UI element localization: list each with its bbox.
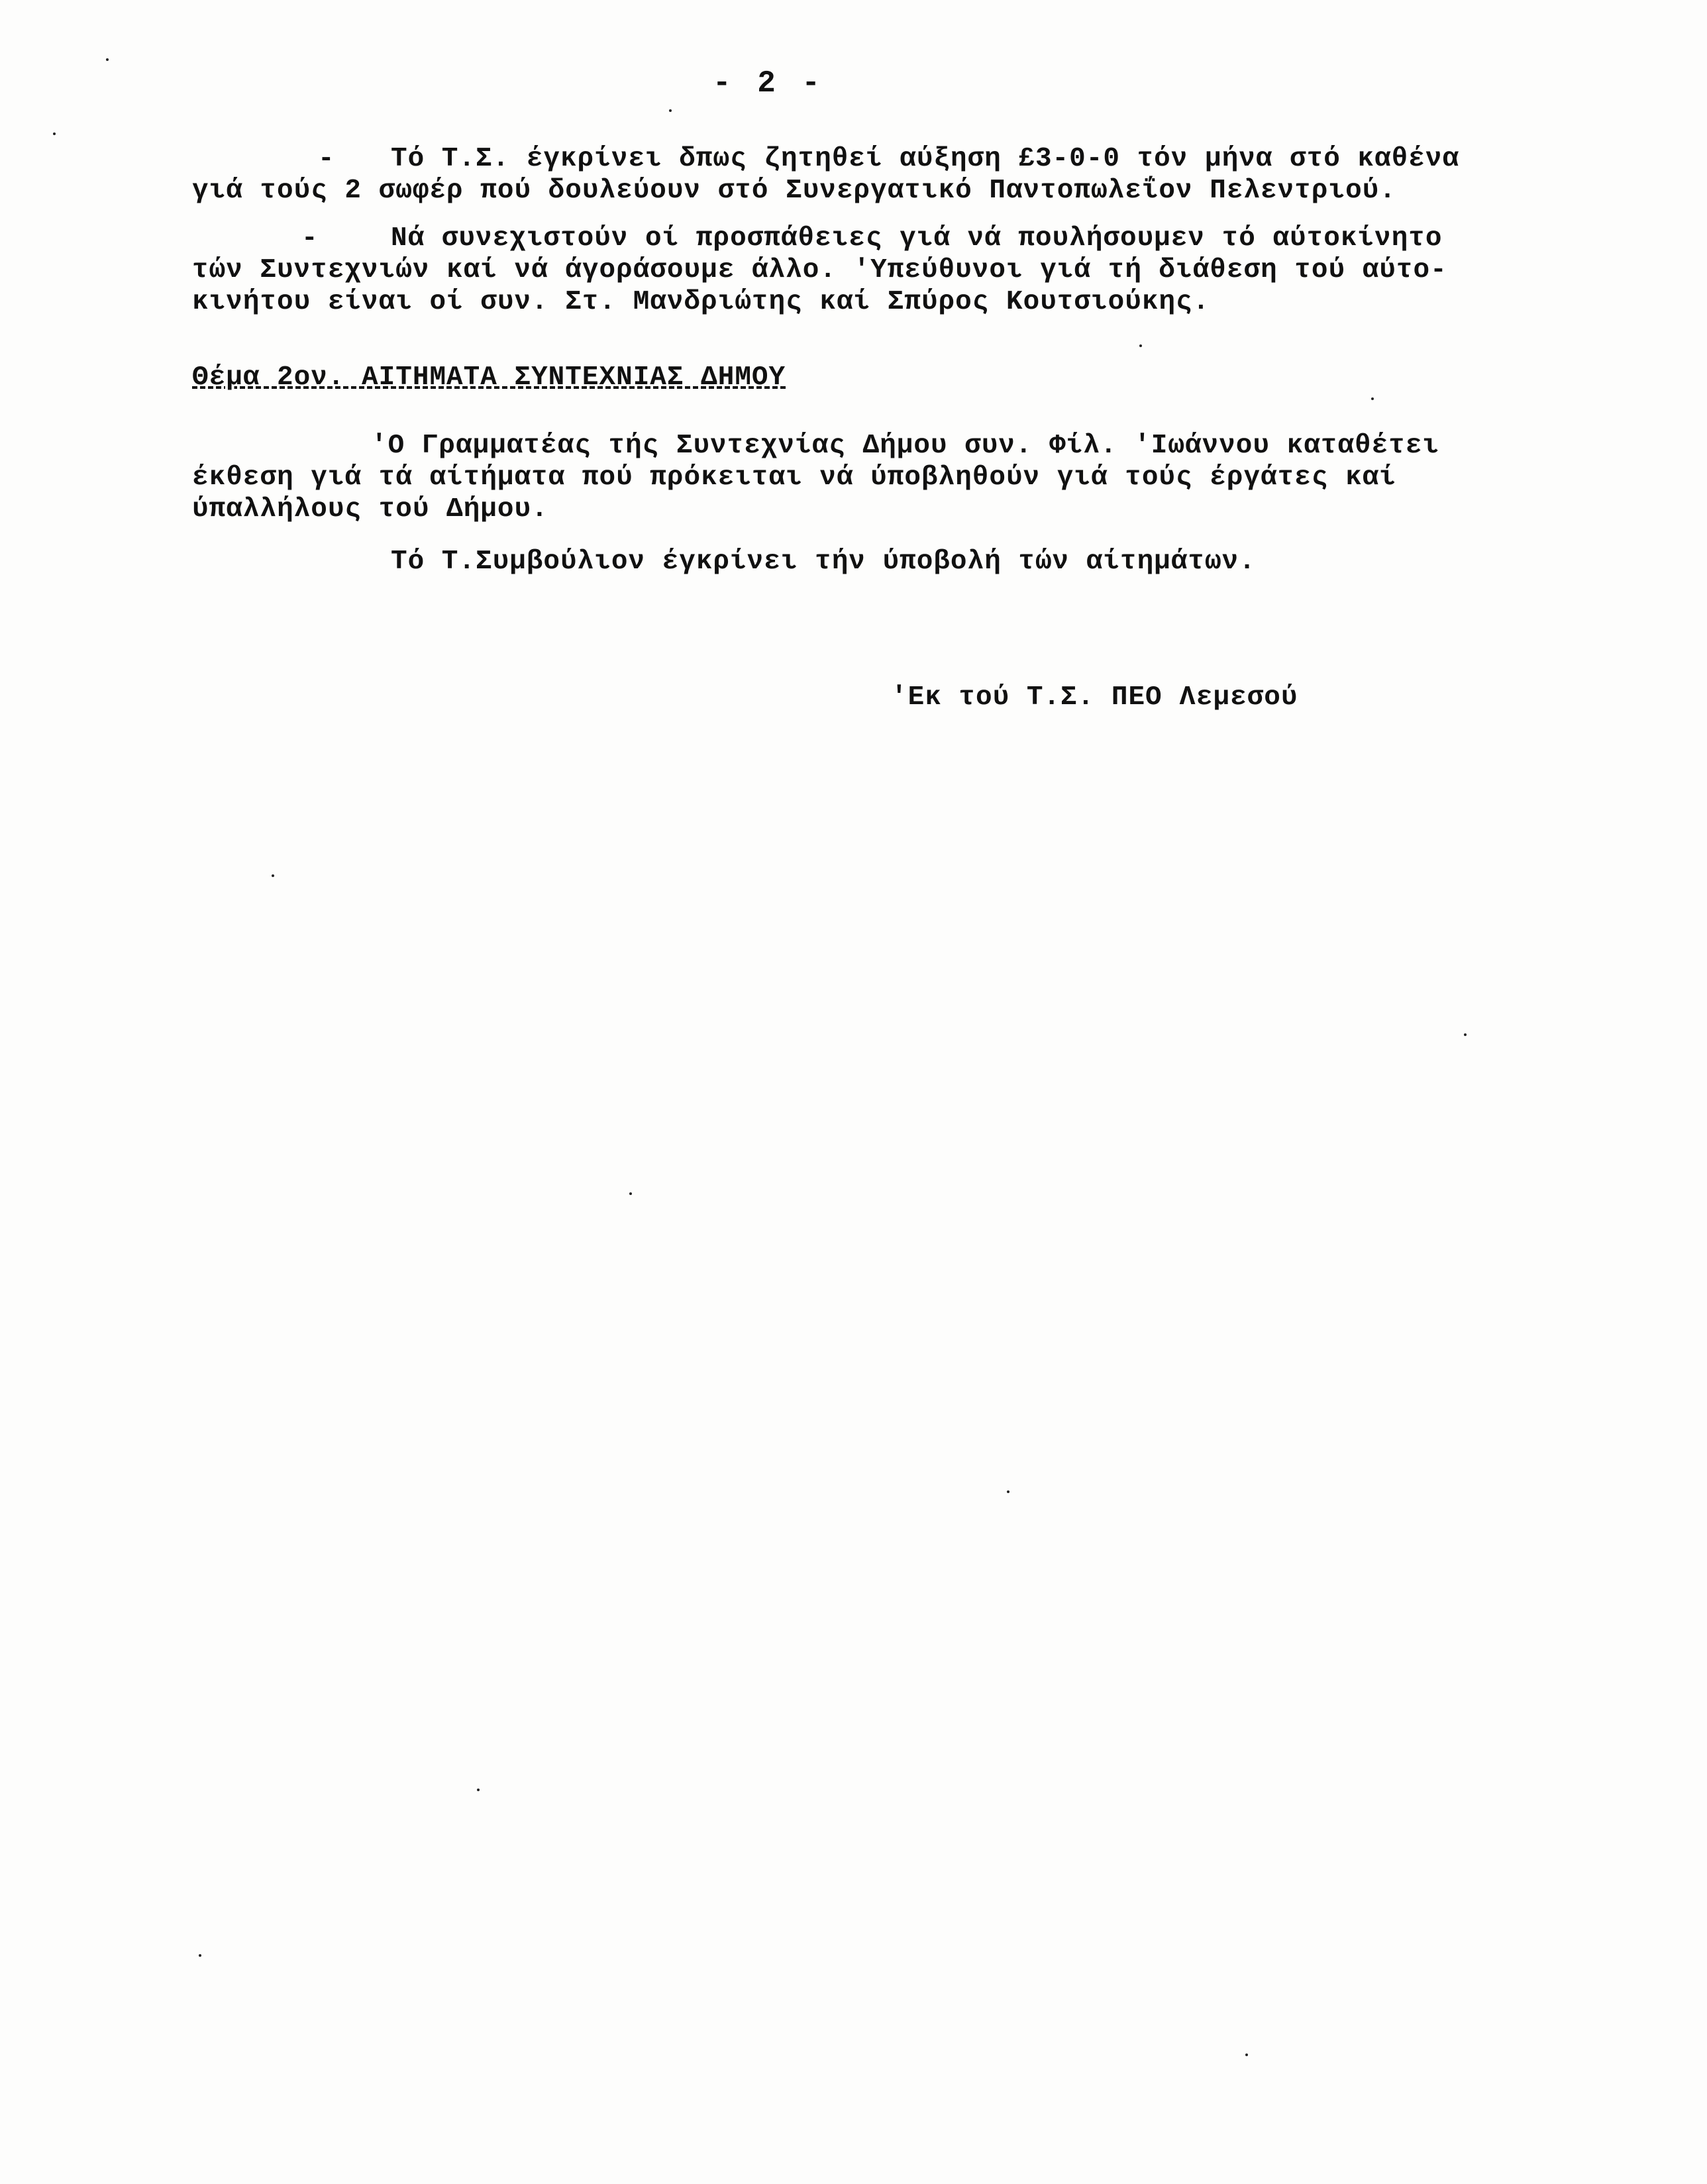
paragraph-3-line-3: ύπαλλήλους τού Δήμου.: [192, 494, 548, 525]
paragraph-2-dash: -: [301, 223, 318, 254]
paragraph-2-line-3: κινήτου είναι οί συν. Στ. Μανδριώτης καί Σπύρος Κουτσιούκης.: [192, 287, 1210, 317]
scan-speck: [53, 132, 56, 135]
paragraph-3-line-1: 'Ο Γραμματέας τής Συντεχνίας Δήμου συν. Φίλ. 'Ιωάννου καταθέτει: [371, 431, 1440, 461]
scan-speck: [1464, 1033, 1467, 1036]
scan-speck: [272, 874, 274, 877]
scan-speck: [1371, 397, 1374, 400]
scan-speck: [1007, 1490, 1009, 1493]
scan-speck: [477, 1789, 480, 1791]
scan-speck: [106, 58, 109, 61]
scan-speck: [629, 1192, 632, 1195]
scan-speck: [669, 109, 672, 112]
paragraph-2-line-1: Νά συνεχιστούν οί προσπάθειες γιά νά πουλήσουμεν τό αύτοκίνητο: [391, 223, 1443, 254]
paragraph-1-line-1: Τό Τ.Σ. έγκρίνει δπως ζητηθεί αύξηση £3-0-0 τόν μήνα στό καθένα: [391, 144, 1460, 174]
paragraph-3-line-2: έκθεση γιά τά αίτήματα πού πρόκειται νά ύποβληθούν γιά τούς έργάτες καί: [192, 462, 1396, 493]
scan-speck: [1245, 2054, 1248, 2056]
page-number: - 2 -: [712, 66, 825, 101]
section-heading: Θέμα 2ον. ΑΙΤΗΜΑΤΑ ΣΥΝΤΕΧΝΙΑΣ ΔΗΜΟΥ: [192, 362, 786, 393]
paragraph-2-line-2: τών Συντεχνιών καί νά άγοράσουμε άλλο. 'Υπεύθυνοι γιά τή διάθεση τού αύτο-: [192, 255, 1447, 286]
paragraph-1-line-2: γιά τούς 2 σωφέρ πού δουλεύουν στό Συνεργατικό Παντοπωλεΐον Πελεντριού.: [192, 176, 1396, 206]
paragraph-4: Τό Τ.Συμβούλιον έγκρίνει τήν ύποβολή τών αίτημάτων.: [391, 546, 1256, 577]
scan-speck: [1139, 344, 1142, 347]
paragraph-1-dash: -: [318, 144, 335, 174]
scan-speck: [199, 1954, 201, 1957]
signature-line: 'Εκ τού Τ.Σ. ΠΕΟ Λεμεσού: [891, 682, 1298, 713]
